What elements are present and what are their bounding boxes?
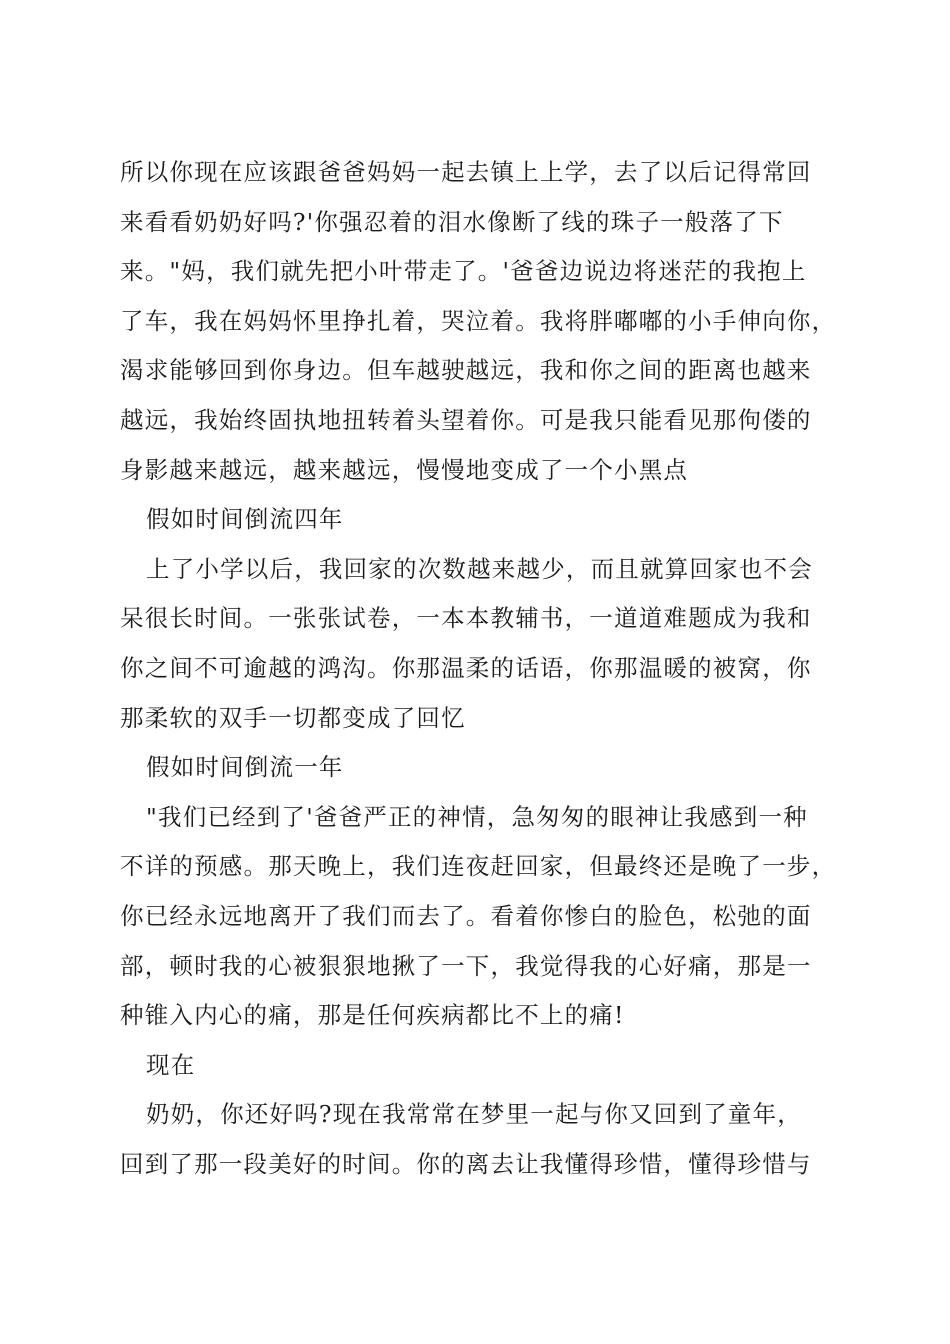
text-line: 那柔软的双手一切都变成了回忆 (120, 703, 466, 732)
text-line: 身影越来越远，越来越远，慢慢地变成了一个小黑点 (120, 455, 689, 484)
text-line: 不详的预感。那天晚上，我们连夜赶回家，但最终还是晚了一步， (120, 852, 837, 881)
text-line: 你之间不可逾越的鸿沟。你那温柔的话语，你那温暖的被窝，你 (120, 653, 812, 682)
text-line: "我们已经到了'爸爸严正的神情，急匆匆的眼神让我感到一种 (146, 802, 808, 831)
text-line: 假如时间倒流一年 (146, 753, 344, 782)
text-line: 呆很长时间。一张张试卷，一本本教辅书，一道道难题成为我和 (120, 604, 812, 633)
text-line: 部，顿时我的心被狠狠地揪了一下，我觉得我的心好痛，那是一 (120, 951, 812, 980)
text-line: 假如时间倒流四年 (146, 505, 344, 534)
text-line: 奶奶，你还好吗?现在我常常在梦里一起与你又回到了童年， (146, 1100, 802, 1129)
text-line: 来。"妈，我们就先把小叶带走了。'爸爸边说边将迷茫的我抱上 (120, 257, 807, 286)
text-line: 所以你现在应该跟爸爸妈妈一起去镇上上学，去了以后记得常回 (120, 158, 812, 186)
text-line: 上了小学以后，我回家的次数越来越少，而且就算回家也不会 (146, 554, 813, 583)
text-line: 来看看奶奶好吗?'你强忍着的泪水像断了线的珠子一般落了下 (120, 207, 784, 236)
body-text (120, 148, 840, 1189)
text-line: 回到了那一段美好的时间。你的离去让我懂得珍惜，懂得珍惜与 (120, 1149, 812, 1178)
text-line: 渴求能够回到你身边。但车越驶越远，我和你之间的距离也越来 (120, 356, 812, 385)
text-line: 现在 (146, 1050, 196, 1079)
text-line: 你已经永远地离开了我们而去了。看着你惨白的脸色，松弛的面 (120, 901, 812, 930)
text-line: 种锥入内心的痛，那是任何疾病都比不上的痛! (120, 1001, 625, 1030)
text-line: 越远，我始终固执地扭转着头望着你。可是我只能看见那佝偻的 (120, 405, 812, 434)
text-line: 了车，我在妈妈怀里挣扎着，哭泣着。我将胖嘟嘟的小手伸向你， (120, 306, 837, 335)
